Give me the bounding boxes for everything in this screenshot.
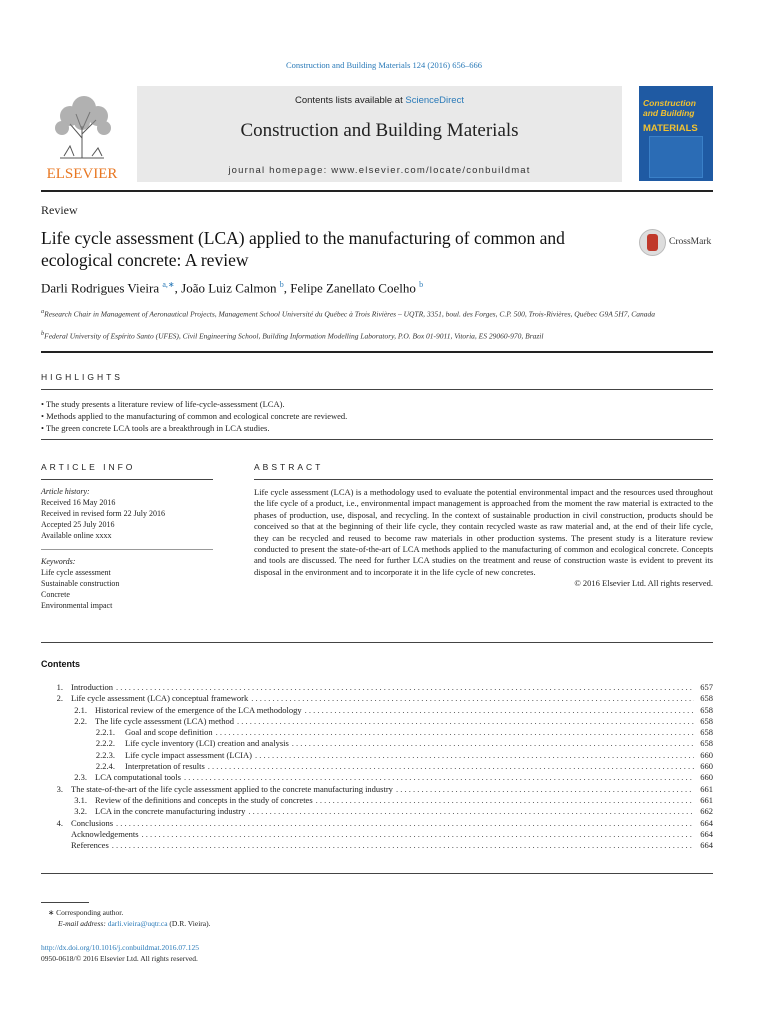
toc-entry-page[interactable]: 657 bbox=[700, 682, 713, 692]
author-affiliation-mark[interactable]: b bbox=[419, 280, 424, 289]
toc-entry-title[interactable]: Goal and scope definition bbox=[125, 727, 213, 738]
article-title: Life cycle assessment (LCA) applied to the manufacturing of common and ecological concrete: A review bbox=[41, 228, 565, 270]
toc-entry-title[interactable]: The state-of-the-art of the life cycle assessment applied to the concrete manufacturing industry bbox=[71, 783, 393, 794]
toc-entry-number: 2. bbox=[56, 693, 63, 704]
toc-entry-title[interactable]: Conclusions bbox=[71, 817, 114, 828]
highlights-heading: HIGHLIGHTS bbox=[41, 372, 123, 382]
toc-entry[interactable] bbox=[41, 750, 713, 761]
affiliation-b bbox=[41, 328, 721, 342]
toc-entry-page[interactable]: 664 bbox=[700, 817, 713, 828]
journal-title: Construction and Building Materials bbox=[240, 120, 519, 141]
toc-entry[interactable] bbox=[41, 727, 713, 738]
table-of-contents bbox=[41, 682, 713, 851]
toc-entry-number: 3. bbox=[56, 783, 63, 794]
toc-leader-dots bbox=[248, 806, 694, 817]
contents-heading: Contents bbox=[41, 659, 80, 669]
highlights-rule bbox=[41, 389, 713, 390]
sciencedirect-link[interactable]: ScienceDirect bbox=[405, 95, 464, 106]
affiliation-mark: a bbox=[41, 308, 45, 315]
history-entry: Received 16 May 2016 bbox=[41, 498, 116, 507]
toc-leader-dots bbox=[255, 750, 694, 761]
toc-entry-title[interactable]: Interpretation of results bbox=[125, 761, 205, 772]
highlights-list bbox=[41, 398, 347, 434]
author-name[interactable]: Darli Rodrigues Vieira bbox=[41, 280, 160, 296]
toc-entry[interactable] bbox=[41, 772, 713, 783]
author-name[interactable]: Felipe Zanellato Coelho bbox=[290, 280, 416, 296]
toc-entry-title[interactable]: Historical review of the emergence of the LCA methodology bbox=[95, 704, 302, 715]
toc-leader-dots bbox=[292, 738, 694, 749]
email-label: E-mail address: bbox=[58, 919, 108, 928]
toc-entry-title[interactable]: The life cycle assessment (LCA) method bbox=[95, 715, 235, 726]
toc-leader-dots bbox=[142, 829, 694, 840]
issn-line: 0950-0618/© 2016 Elsevier Ltd. All rights reserved. bbox=[41, 954, 198, 963]
toc-leader-dots bbox=[116, 818, 694, 829]
article-type: Review bbox=[41, 203, 78, 217]
affiliations-divider bbox=[41, 351, 713, 353]
toc-entry-page[interactable]: 658 bbox=[700, 727, 713, 738]
toc-entry-page[interactable]: 664 bbox=[700, 840, 713, 851]
toc-entry[interactable] bbox=[41, 705, 713, 716]
author-affiliation-mark[interactable]: b bbox=[279, 280, 284, 289]
toc-entry[interactable] bbox=[41, 784, 713, 795]
toc-entry-title[interactable]: Review of the definitions and concepts in the study of concretes bbox=[95, 794, 313, 805]
toc-leader-dots bbox=[184, 772, 694, 783]
abstract-text: Life cycle assessment (LCA) is a methodology used to evaluate the potential environmental impact and the resources used throughout the life cycle of a product, i.e., environmental impact management is approached from the moment the raw material is extracted to the phases of production, use, disposal, and recycling. In the context of sustainable production in civil construction, products should be conceived so that at the beginning of their life cycle, they contain recycled waste as raw material and, at the end of their life cycle, they can be recycled and reused to become raw materials in other production systems. The present study is a literature review conducted to present the state-of-the-art of LCA methods applied to the manufacturing of common and ecological concrete. Concepts and tools are discussed. The need for further LCA studies on the treatment and reuse of construction waste is evident to prevent its disposal in the environment and to incorporate it in the life cycle of new concretes. bbox=[254, 487, 713, 577]
article-info-rule bbox=[41, 479, 213, 480]
keyword[interactable]: Environmental impact bbox=[41, 601, 113, 610]
toc-entry-page[interactable]: 658 bbox=[700, 704, 713, 715]
keyword[interactable]: Sustainable construction bbox=[41, 579, 120, 588]
corresponding-author-note: ∗ Corresponding author. bbox=[48, 908, 124, 917]
author-affiliation-mark[interactable]: a,∗ bbox=[162, 280, 175, 289]
author-name[interactable]: João Luiz Calmon bbox=[181, 280, 277, 296]
keyword[interactable]: Life cycle assessment bbox=[41, 568, 111, 577]
toc-entry[interactable] bbox=[41, 682, 713, 693]
toc-entry-page[interactable]: 662 bbox=[700, 806, 713, 817]
toc-entry-page[interactable]: 658 bbox=[700, 693, 713, 704]
toc-entry-page[interactable]: 661 bbox=[700, 783, 713, 794]
crossmark-label: CrossMark bbox=[669, 237, 712, 247]
toc-entry-page[interactable]: 661 bbox=[700, 794, 713, 805]
toc-leader-dots bbox=[237, 716, 694, 727]
toc-leader-dots bbox=[305, 705, 694, 716]
toc-leader-dots bbox=[208, 761, 694, 772]
toc-entry-title[interactable]: Life cycle inventory (LCI) creation and analysis bbox=[125, 738, 289, 749]
toc-entry[interactable] bbox=[41, 840, 713, 851]
elsevier-logo bbox=[40, 86, 125, 181]
email-note bbox=[58, 918, 210, 929]
highlights-bottom-rule bbox=[41, 439, 713, 440]
toc-entry[interactable] bbox=[41, 693, 713, 704]
cover-title: Construction and Building bbox=[643, 98, 696, 118]
history-entry: Available online xxxx bbox=[41, 531, 112, 540]
highlight-item: • The green concrete LCA tools are a breakthrough in LCA studies. bbox=[41, 423, 270, 433]
toc-entry-number: 1. bbox=[56, 682, 63, 692]
contents-bottom-rule bbox=[41, 873, 713, 874]
toc-entry-number: 2.2.3. bbox=[95, 749, 115, 760]
abstract-copyright: © 2016 Elsevier Ltd. All rights reserved. bbox=[574, 578, 713, 589]
toc-entry-page[interactable]: 660 bbox=[700, 749, 713, 760]
history-entry: Received in revised form 22 July 2016 bbox=[41, 509, 165, 518]
toc-entry-title[interactable]: References bbox=[71, 840, 109, 851]
toc-entry[interactable] bbox=[41, 716, 713, 727]
article-info-heading: ARTICLE INFO bbox=[41, 462, 136, 472]
article-history bbox=[41, 486, 165, 541]
toc-entry-page[interactable]: 658 bbox=[700, 738, 713, 749]
toc-entry[interactable] bbox=[41, 738, 713, 749]
toc-entry-number: 2.2.1. bbox=[95, 727, 115, 738]
toc-entry-number: 3.1. bbox=[74, 794, 87, 805]
email-link[interactable]: darli.vieira@uqtr.ca bbox=[107, 919, 168, 928]
toc-entry-title[interactable]: LCA in the concrete manufacturing industry bbox=[95, 806, 246, 817]
toc-entry[interactable] bbox=[41, 761, 713, 772]
affiliation-text: Research Chair in Management of Aeronautical Projects, Management School Université du Québec à Trois Rivières – UQTR, 3351, boul. des Forges, C.P. 500, Trois-Rivières, Québec G9A 5H7, Canada bbox=[44, 309, 655, 319]
toc-entry-number: 2.1. bbox=[74, 704, 87, 715]
contents-prefix: Contents lists available at bbox=[295, 95, 406, 106]
toc-entry-title[interactable]: Acknowledgements bbox=[71, 828, 139, 839]
affiliation-text: Federal University of Espírito Santo (UFES), Civil Engineering School, Building Information Modelling Laboratory, P.O. Box 01-9011, Vitoria, ES 29060-970, Brazil bbox=[44, 331, 544, 341]
highlight-item: • Methods applied to the manufacturing of common and ecological concrete are reviewed. bbox=[41, 411, 348, 421]
toc-entry-title[interactable]: Life cycle impact assessment (LCIA) bbox=[125, 749, 252, 760]
toc-leader-dots bbox=[216, 727, 694, 738]
toc-entry[interactable] bbox=[41, 818, 713, 829]
toc-entry-number: 3.2. bbox=[74, 806, 87, 817]
crossmark-badge[interactable] bbox=[639, 229, 717, 257]
toc-entry-number: 2.3. bbox=[74, 772, 87, 783]
toc-entry[interactable] bbox=[41, 806, 713, 817]
affiliation-mark: b bbox=[41, 330, 45, 337]
toc-leader-dots bbox=[251, 693, 694, 704]
toc-entry-number: 2.2.4. bbox=[95, 761, 115, 772]
cover-subtitle: MATERIALS bbox=[643, 123, 698, 134]
toc-entry-page[interactable]: 660 bbox=[700, 772, 713, 783]
toc-entry-page[interactable]: 660 bbox=[700, 761, 713, 772]
abstract-rule bbox=[254, 479, 713, 480]
toc-entry-page[interactable]: 664 bbox=[700, 828, 713, 839]
contents-availability bbox=[137, 95, 622, 106]
crossmark-icon bbox=[639, 229, 666, 256]
toc-entry-title[interactable]: Life cycle assessment (LCA) conceptual framework bbox=[71, 693, 249, 704]
journal-reference-link[interactable]: Construction and Building Materials 124 (2016) 656–666 bbox=[286, 60, 482, 70]
toc-entry-number: 2.2. bbox=[74, 715, 87, 726]
footnote-rule bbox=[41, 902, 89, 903]
toc-entry-title[interactable]: Introduction bbox=[71, 682, 114, 692]
journal-homepage[interactable]: journal homepage: www.elsevier.com/locate/conbuildmat bbox=[228, 165, 531, 176]
email-suffix: (D.R. Vieira). bbox=[167, 919, 211, 928]
toc-entry-number: 4. bbox=[56, 817, 63, 828]
toc-entry-number: 2.2.2. bbox=[95, 738, 115, 749]
affiliation-a bbox=[41, 306, 721, 320]
toc-entry-page[interactable]: 658 bbox=[700, 715, 713, 726]
header-divider bbox=[41, 190, 713, 192]
toc-leader-dots bbox=[112, 840, 694, 851]
doi-link[interactable]: http://dx.doi.org/10.1016/j.conbuildmat.2016.07.125 bbox=[41, 943, 199, 952]
history-entry: Accepted 25 July 2016 bbox=[41, 520, 115, 529]
author-list: Darli Rodrigues Vieira $^{a,∗}$, João Luiz Calmon $^b$, Felipe Zanellato Coelho $^b$ bbox=[41, 280, 424, 296]
toc-entry-title[interactable]: LCA computational tools bbox=[95, 772, 181, 783]
toc-leader-dots bbox=[116, 682, 694, 693]
journal-banner bbox=[137, 86, 622, 182]
history-label: Article history: bbox=[41, 487, 90, 496]
toc-entry[interactable] bbox=[41, 795, 713, 806]
abstract-heading: ABSTRACT bbox=[254, 462, 324, 472]
toc-entry[interactable] bbox=[41, 829, 713, 840]
toc-leader-dots bbox=[316, 795, 694, 806]
toc-leader-dots bbox=[396, 784, 694, 795]
elsevier-wordmark: ELSEVIER bbox=[46, 166, 118, 181]
highlight-item: • The study presents a literature review of life-cycle-assessment (LCA). bbox=[41, 399, 285, 409]
keywords-rule bbox=[41, 549, 213, 550]
abstract-body bbox=[254, 487, 713, 590]
keywords-block bbox=[41, 556, 119, 611]
journal-cover-image bbox=[639, 86, 713, 181]
keywords-label: Keywords: bbox=[41, 557, 76, 566]
cover-graphic bbox=[649, 136, 703, 178]
keyword[interactable]: Concrete bbox=[41, 590, 70, 599]
abstract-bottom-rule bbox=[41, 642, 713, 643]
